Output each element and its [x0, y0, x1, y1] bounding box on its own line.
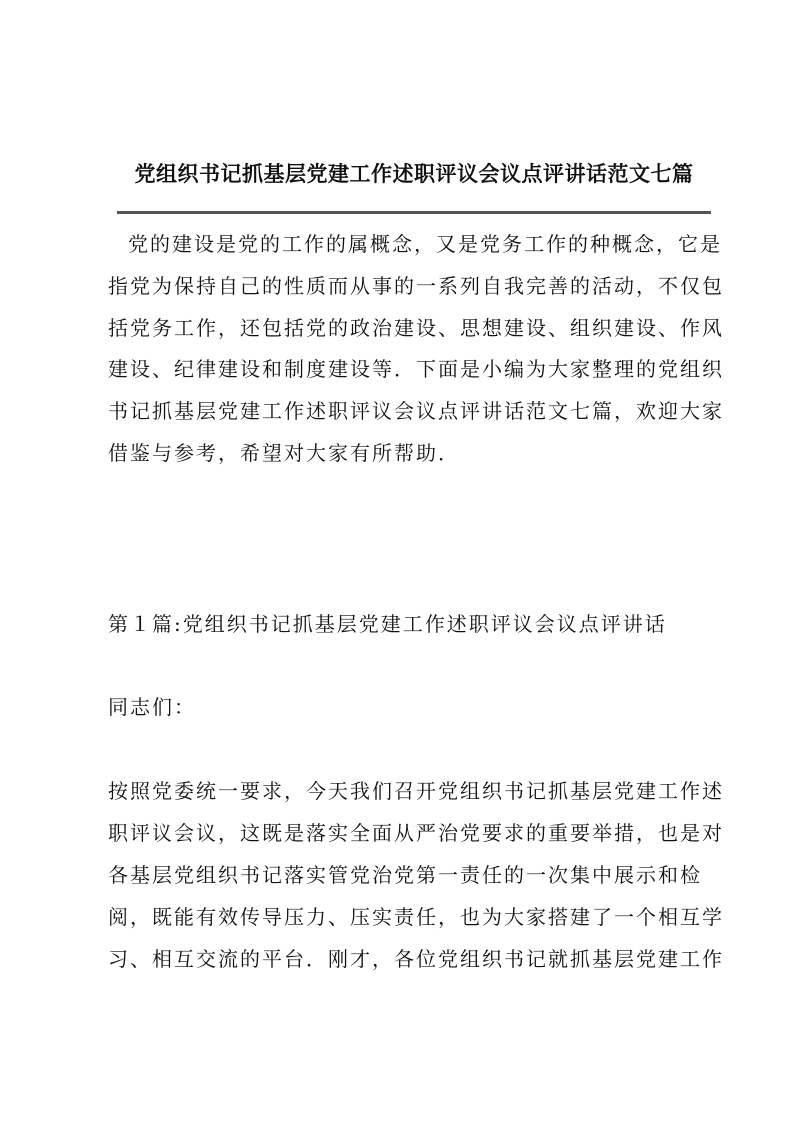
- intro-line: 建设、纪律建设和制度建设等．下面是小编为大家整理的党组织: [108, 357, 724, 381]
- section-heading: 第１篇:党组织书记抓基层党建工作述职评议会议点评讲话: [108, 612, 667, 636]
- intro-line: 括党务工作，还包括党的政治建设、思想建设、组织建设、作风: [108, 316, 724, 340]
- document-title: 党组织书记抓基层党建工作述职评议会议点评讲话范文七篇: [134, 161, 694, 186]
- body-line: 各基层党组织书记落实管党治党第一责任的一次集中展示和检: [108, 863, 702, 887]
- intro-line: 书记抓基层党建工作述职评议会议点评讲话范文七篇，欢迎大家: [108, 399, 724, 423]
- intro-line: 党的建设是党的工作的属概念，又是党务工作的种概念，它是: [128, 232, 722, 256]
- intro-line: 指党为保持自己的性质而从事的一系列自我完善的活动，不仅包: [108, 274, 724, 298]
- body-line: 职评议会议，这既是落实全面从严治党要求的重要举措，也是对: [108, 821, 724, 845]
- body-line: 阅，既能有效传导压力、压实责任，也为大家搭建了一个相互学: [108, 905, 724, 929]
- salutation: 同志们：: [108, 695, 196, 719]
- body-line: 习、相互交流的平台．刚才，各位党组织书记就抓基层党建工作: [108, 947, 724, 971]
- intro-line: 借鉴与参考，希望对大家有所帮助．: [108, 441, 460, 465]
- body-line: 按照党委统一要求，今天我们召开党组织书记抓基层党建工作述: [108, 779, 724, 803]
- title-underline: [117, 211, 711, 214]
